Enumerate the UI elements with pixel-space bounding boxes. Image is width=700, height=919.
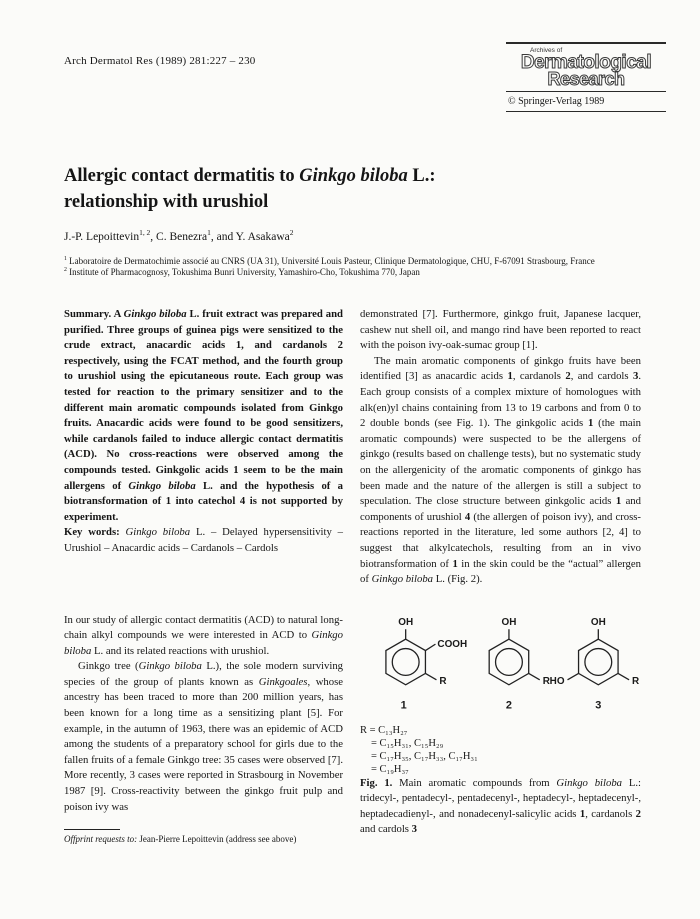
figure-1 xyxy=(360,602,641,838)
carboxyl-label: COOH xyxy=(437,638,468,650)
r-group-line: = C₁₇H₃₅, C₁₇H₃₃, C₁₇H₃₁ xyxy=(371,750,478,762)
compound-number-2: 2 xyxy=(505,699,512,712)
logo-top-rule xyxy=(506,42,666,44)
logo-mid-rule xyxy=(506,91,666,92)
logo-bottom-rule xyxy=(506,111,666,112)
logo-name-line2: Research xyxy=(547,69,625,89)
structure-anacardic-acid xyxy=(386,617,467,711)
introduction-text xyxy=(64,613,343,816)
hydroxyl-label: OH xyxy=(398,616,414,628)
chemical-structures xyxy=(360,602,641,716)
r-group-line: R = C₁₃H₂₇ xyxy=(360,724,408,736)
benzene-ring-diagrams xyxy=(360,602,642,716)
article-title: Allergic contact dermatitis to Ginkgo biloba L.: relationship with urushiol xyxy=(64,166,436,212)
compound-number-3: 3 xyxy=(595,699,602,712)
affiliations xyxy=(64,256,629,278)
summary-paragraph: Summary. A Ginkgo biloba L. fruit extract was prepared and purified. Three groups of guinea pigs were sensitized to the crude extract, anacardic acids 1, and cardanols 2 respectively, using the FCAT method, and the fourth group to urushiol using the epicutaneous route. Each group was tested for reaction to the primary sensitizer and to the different main aromatic compounds isolated from Ginkgo fruits. Anacardic acids were found to be good sensitizers, while cardanols failed to induce allergic contact dermatitis (ACD). No cross-reactions were observed among the compounds tested. Ginkgolic acids 1 seem to be the main allergens of Ginkgo biloba L. and the hypothesis of a biotransformation of 1 into catechol 4 is not supported by experiment. xyxy=(64,308,344,523)
right-column xyxy=(360,307,641,838)
r-group-label: R xyxy=(632,675,640,687)
hydroxyl-label: OH xyxy=(501,616,517,628)
structure-cardanol xyxy=(489,617,550,711)
affiliation-1: $^1$ Laboratoire de Dermatochimie associé au CNRS (UA 31), Université Louis Pasteur, Clinique Dermatologique, CHU, F-67091 Strasbourg, France xyxy=(64,256,595,266)
body-paragraph: In our study of allergic contact dermatitis (ACD) to natural long-chain alkyl compounds we were interested in ACD to Ginkgo biloba L. and its related reactions with urushiol. xyxy=(64,613,343,657)
authors-line: J.-P. Lepoittevin$^{1, 2}$, C. Benezra$^1$, and Y. Asakawa$^2$ xyxy=(64,228,294,243)
publisher-copyright: © Springer-Verlag 1989 xyxy=(508,96,605,107)
keywords-paragraph: Key words: Ginkgo biloba L. – Delayed hypersensitivity – Urushiol – Anacardic acids – Cardanols – Cardols xyxy=(64,526,343,554)
left-column xyxy=(64,307,343,845)
hydroxyl-left-label: HO xyxy=(549,675,565,687)
affiliation-2: $^2$ Institute of Pharmacognosy, Tokushima Bunri University, Yamashiro-Cho, Tokushima 770, Japan xyxy=(64,267,420,277)
body-paragraph: Ginkgo tree (Ginkgo biloba L.), the sole modern surviving species of the group of plants known as Ginkgoales, whose ancestry has been traced to more than 200 million years, has been known for a long time as a sensitizing plant [5]. For example, in the autumn of 1963, there was an epidemic of ACD among the students of a preparatory school for girls due to the fallen fruits of a female Ginkgo tree: 35 cases were observed [7]. More recently, 3 cases were reported in Strasbourg in November 1987 [9]. Cross-reactivity between the ginkgo fruit pulp and poison ivy was xyxy=(64,660,344,813)
hydroxyl-label: OH xyxy=(590,616,606,628)
r-group-line: = C₁₉H₃₇ xyxy=(371,763,409,775)
r-group-label: R xyxy=(542,675,550,687)
journal-logo xyxy=(506,42,666,112)
r-group-list xyxy=(360,724,641,776)
journal-reference: Arch Dermatol Res (1989) 281:227 – 230 xyxy=(64,55,256,67)
logo-journal-name xyxy=(506,52,666,89)
footnote-rule xyxy=(64,829,120,830)
logo-name-line1: Dermatological xyxy=(520,52,652,73)
structure-cardol xyxy=(550,617,640,711)
compound-number-1: 1 xyxy=(400,699,407,712)
r-group-line: = C₁₅H₃₁, C₁₅H₂₉ xyxy=(371,737,444,749)
figure-1-caption: Fig. 1. Main aromatic compounds from Ginkgo biloba L.: tridecyl-, pentadecyl-, pentadecenyl-, heptadecyl-, heptadecenyl-, heptadecadienyl-, and nonadecenyl-salicylic acids 1, cardanols 2 and cardols 3 xyxy=(360,776,642,836)
logo-archives-of: Archives of xyxy=(530,47,563,54)
body-paragraph: The main aromatic components of ginkgo fruits have been identified [3] as anacardic acids 1, cardanols 2, and cardols 3. Each group consists of a complex mixture of homologues with alk(en)yl chains containing from 13 to 19 carbons and from 0 to 2 double bonds (see Fig. 1). The ginkgolic acids 1 (the main aromatic compounds) were suspected to be the allergens of ginkgo (results based on challenge tests), but no systematic study on the allergenicity of the aromatic components of ginkgo has been made and the nature of the allergen is still a subject to speculation. The close structure between ginkgolic acids 1 and components of urushiol 4 (the allergen of poison ivy), and cross-reactions reported in the literature, led some authors [2, 4] to suggest that alkylcatechols, resulting from an in vivo biotransformation of 1 in the skin could be the “actual” allergen of Ginkgo biloba L. (Fig. 2). xyxy=(360,354,642,586)
offprint-footnote: Offprint requests to: Jean-Pierre Lepoittevin (address see above) xyxy=(64,834,297,845)
body-paragraph: demonstrated [7]. Furthermore, ginkgo fruit, Japanese lacquer, cashew nut shell oil, and mango rind have been reported to react with the poison ivy-oak-sumac group [1]. xyxy=(360,308,641,352)
r-group-label: R xyxy=(439,675,447,687)
